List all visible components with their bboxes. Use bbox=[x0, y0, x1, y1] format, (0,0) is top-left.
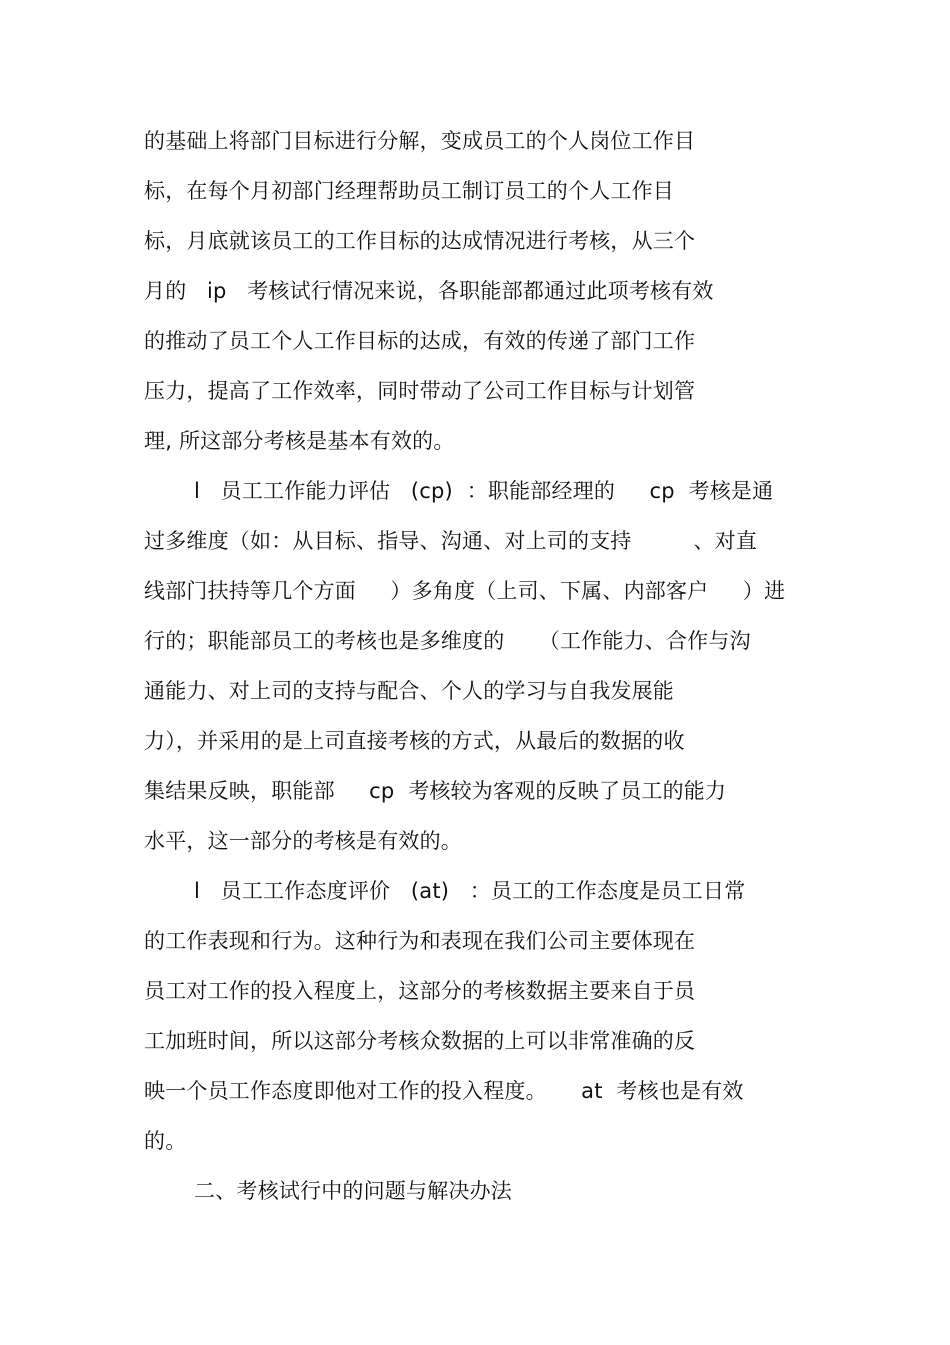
bullet-line-attitude: l 员工工作态度评价 (at) ：员工的工作态度是员工日常 bbox=[194, 879, 746, 903]
paragraph-line: 的推动了员工个人工作目标的达成，有效的传递了部门工作 bbox=[144, 329, 696, 353]
bullet-line-capability: l 员工工作能力评估 (cp) ：职能部经理的 cp 考核是通 bbox=[194, 479, 774, 503]
paragraph-line: 集结果反映，职能部 cp 考核较为客观的反映了员工的能力 bbox=[144, 779, 727, 803]
paragraph-line: 行的；职能部员工的考核也是多维度的 （工作能力、合作与沟 bbox=[144, 629, 751, 653]
paragraph-line: 标，月底就该员工的工作目标的达成情况进行考核，从三个 bbox=[144, 229, 696, 253]
paragraph-line: 水平，这一部分的考核是有效的。 bbox=[144, 829, 462, 853]
paragraph-line: 工加班时间，所以这部分考核众数据的上可以非常准确的反 bbox=[144, 1029, 696, 1053]
paragraph-line: 员工对工作的投入程度上，这部分的考核数据主要来自于员 bbox=[144, 979, 696, 1003]
paragraph-line: 通能力、对上司的支持与配合、个人的学习与自我发展能 bbox=[144, 679, 674, 703]
paragraph-line: 的。 bbox=[144, 1129, 187, 1153]
paragraph-line: 标，在每个月初部门经理帮助员工制订员工的个人工作目 bbox=[144, 179, 674, 203]
paragraph-line: 月的 ip 考核试行情况来说，各职能部都通过此项考核有效 bbox=[144, 279, 714, 303]
section-heading: 二、考核试行中的问题与解决办法 bbox=[194, 1179, 512, 1203]
paragraph-line: 过多维度（如：从目标、指导、沟通、对上司的支持 、对直 bbox=[144, 529, 758, 553]
paragraph-line: 的基础上将部门目标进行分解，变成员工的个人岗位工作目 bbox=[144, 129, 696, 153]
paragraph-line: 映一个员工作态度即他对工作的投入程度。 at 考核也是有效 bbox=[144, 1079, 744, 1103]
paragraph-line: 压力，提高了工作效率，同时带动了公司工作目标与计划管 bbox=[144, 379, 696, 403]
paragraph-line: 理, 所这部分考核是基本有效的。 bbox=[144, 429, 455, 453]
paragraph-line: 力），并采用的是上司直接考核的方式，从最后的数据的收 bbox=[144, 729, 685, 753]
paragraph-line: 线部门扶持等几个方面 ）多角度（上司、下属、内部客户 ）进 bbox=[144, 579, 786, 603]
paragraph-line: 的工作表现和行为。这种行为和表现在我们公司主要体现在 bbox=[144, 929, 696, 953]
